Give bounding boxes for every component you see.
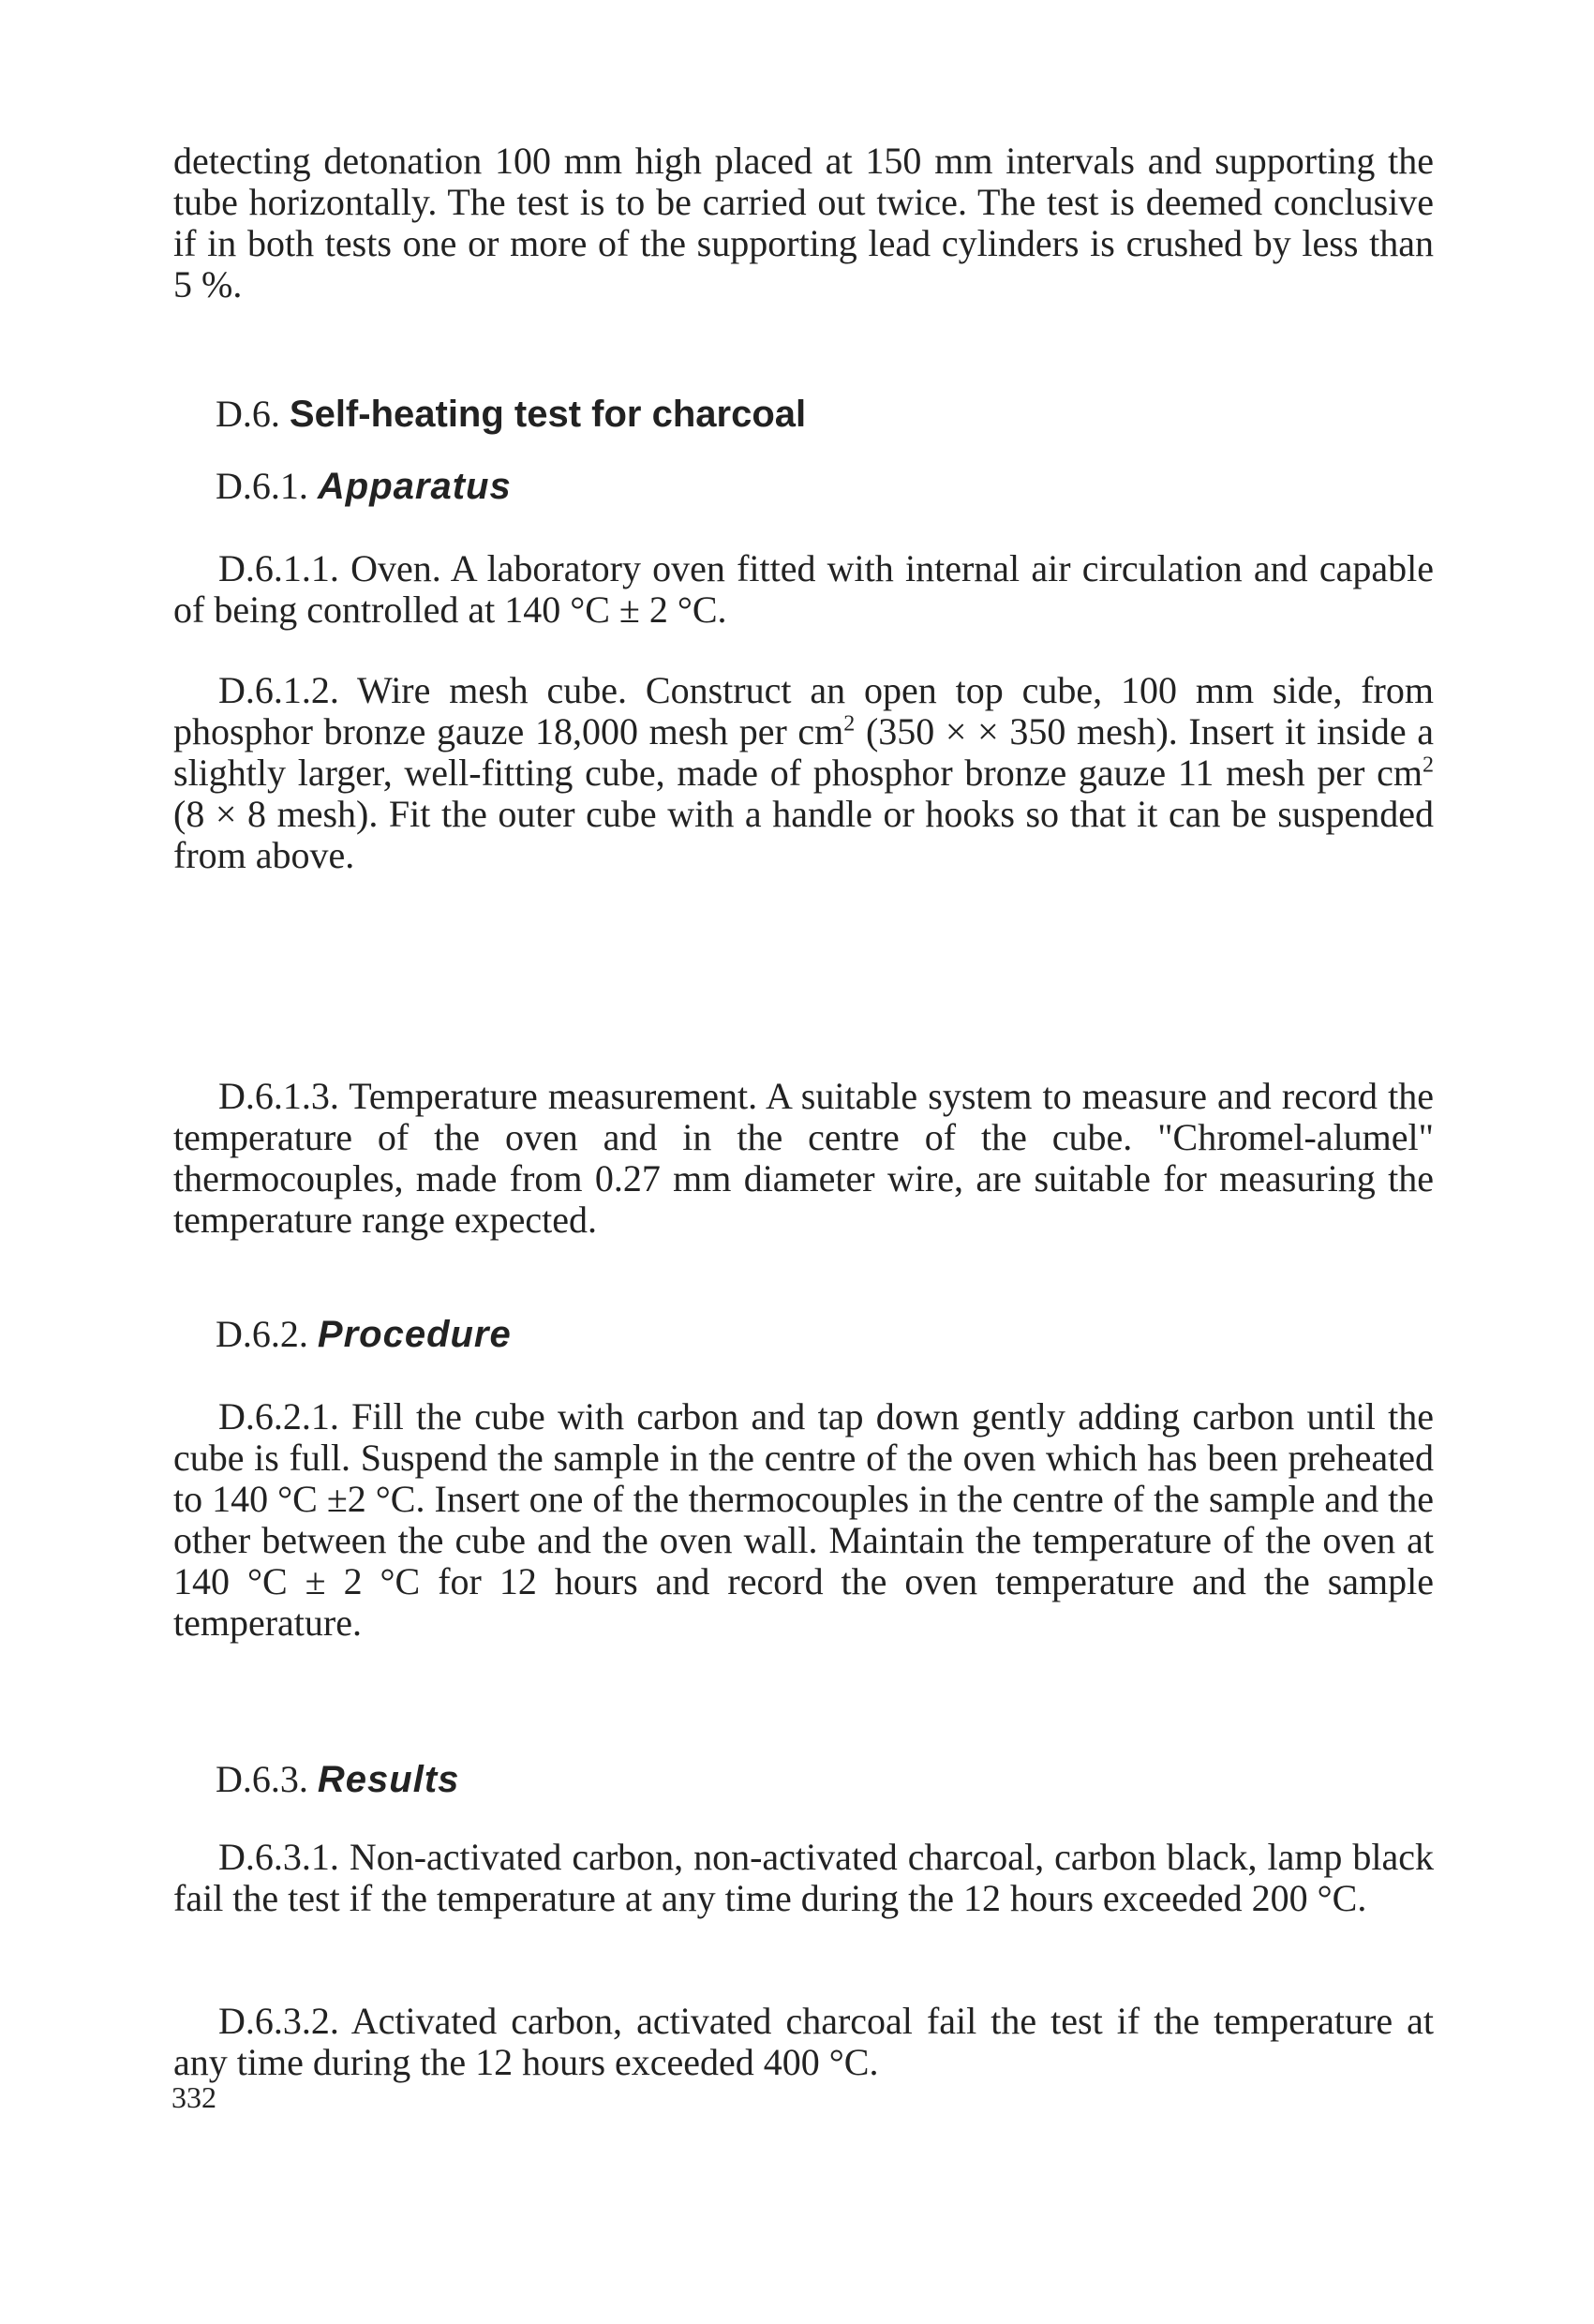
paragraph-d612-part2: (350 × × 350 mesh). Insert it inside a slightly larger, well-fitting cube, made of phosphor bronze gauze 11 mesh per cm [173, 710, 1434, 794]
section-d6-title: Self-heating test for charcoal [289, 394, 807, 435]
section-d62-number: D.6.2. [216, 1313, 308, 1355]
paragraph-d612 [173, 670, 1434, 876]
section-d62-heading [216, 1312, 512, 1357]
paragraph-d632 [173, 2001, 1434, 2083]
paragraph-d631-text: D.6.3.1. Non-activated carbon, non-activated charcoal, carbon black, lamp black fail the test if the temperature at any time during the 12 hours exceeded 200 °C. [173, 1836, 1434, 1919]
page-number: 332 [171, 2080, 216, 2114]
paragraph-d613 [173, 1076, 1434, 1241]
section-d6-heading [216, 392, 806, 437]
paragraph-d613-text: D.6.1.3. Temperature measurement. A suitable system to measure and record the temperature of the oven and in the centre of the cube. "Chromel-alumel" thermocouples, made from 0.27 mm diameter wire, are suitable for measuring the temperature range expected. [173, 1075, 1434, 1241]
section-d63-title: Results [317, 1759, 460, 1800]
paragraph-d612-part3: (8 × 8 mesh). Fit the outer cube with a handle or hooks so that it can be suspended from above. [173, 793, 1434, 876]
section-d63-number: D.6.3. [216, 1758, 308, 1800]
section-d61-heading [216, 464, 512, 509]
superscript-2-second: 2 [1423, 752, 1434, 778]
intro-paragraph [173, 141, 1434, 305]
section-d6-number: D.6. [216, 393, 280, 435]
paragraph-d612-part1: D.6.1.2. Wire mesh cube. Construct an open top cube, 100 mm side, from phosphor bronze gauze 18,000 mesh per cm [173, 669, 1434, 752]
paragraph-d632-text: D.6.3.2. Activated carbon, activated charcoal fail the test if the temperature at any time during the 12 hours exceeded 400 °C. [173, 2000, 1434, 2083]
section-d61-title: Apparatus [317, 466, 512, 507]
paragraph-d611 [173, 548, 1434, 631]
paragraph-d621-text: D.6.2.1. Fill the cube with carbon and tap down gently adding carbon until the cube is full. Suspend the sample in the centre of the oven which has been preheated to 140 °C ±2 °C. Insert one of the thermocouples in the centre of the sample and the other between the cube and the oven wall. Maintain the temperature of the oven at 140 °C ± 2 °C for 12 hours and record the oven temperature and the sample temperature. [173, 1395, 1434, 1644]
paragraph-d621 [173, 1396, 1434, 1644]
paragraph-d611-text: D.6.1.1. Oven. A laboratory oven fitted with internal air circulation and capable of being controlled at 140 °C ± 2 °C. [173, 547, 1434, 631]
section-d63-heading [216, 1757, 459, 1802]
superscript-2-first: 2 [843, 711, 856, 737]
intro-text: detecting detonation 100 mm high placed at 150 mm intervals and supporting the tube horizontally. The test is to be carried out twice. The test is deemed conclusive if in both tests one or more of the supporting lead cylinders is crushed by less than 5 %. [173, 140, 1434, 305]
section-d62-title: Procedure [317, 1314, 512, 1355]
section-d61-number: D.6.1. [216, 465, 308, 507]
paragraph-d631 [173, 1837, 1434, 1919]
